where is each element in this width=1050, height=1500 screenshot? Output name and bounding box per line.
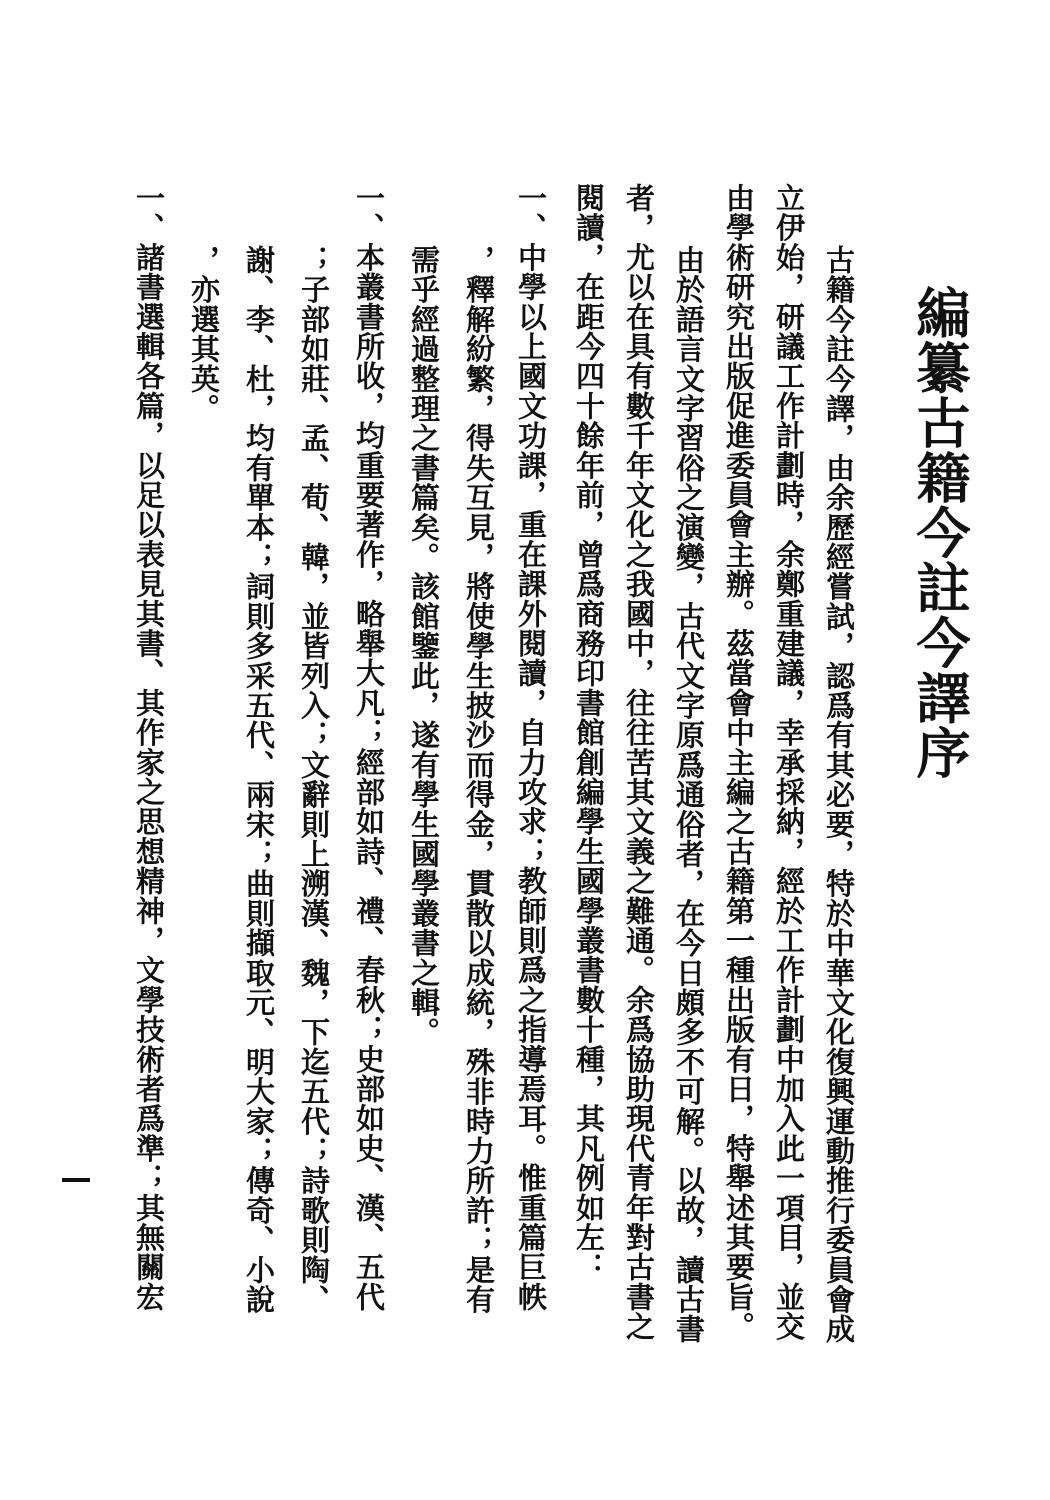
text-column: 由學術研究出版促進委員會主辦。茲當會中主編之古籍第一種出版有日，特舉述其要旨。 bbox=[722, 183, 756, 1342]
text-column: 一、諸書選輯各篇，以足以表見其書、其作家之思想精神，文學技術者爲準；其無關宏 bbox=[132, 183, 166, 1312]
text-column: 需乎經過整理之書篇矣。該館鑒此，遂有學生國學叢書之輯。 bbox=[407, 245, 441, 1047]
text-column: ，亦選其英。 bbox=[187, 245, 221, 424]
text-column: ；子部如莊、孟、荀、韓，並皆列入；文辭則上溯漢、魏，下迄五代；詩歌則陶、 bbox=[297, 245, 331, 1315]
text-column: 古籍今註今譯，由余歷經嘗試，認爲有其必要，特於中華文化復興運動推行委員會成 bbox=[822, 245, 856, 1344]
text-column: 閱讀，在距今四十餘年前，曾爲商務印書館創編學生國學叢書數十種，其凡例如左： bbox=[572, 183, 606, 1282]
text-column: 立伊始，研議工作計劃時，余鄭重建議，幸承採納，經於工作計劃中加入此一項目，並交 bbox=[772, 183, 806, 1342]
text-column: 一、中學以上國文功課，重在課外閱讀，自力攻求；教師則爲之指導焉耳。惟重篇巨帙 bbox=[514, 183, 548, 1312]
text-column: 由於語言文字習俗之演變，古代文字原爲通俗者，在今日頗多不可解。以故，讀古書 bbox=[672, 245, 706, 1344]
text-column: ，釋解紛繁，得失互見，將使學生披沙而得金，貫散以成統，殊非時力所許；是有 bbox=[462, 245, 496, 1315]
text-column: 一、本叢書所收，均重要著作，略舉大凡；經部如詩、禮、春秋；史部如史、漢、五代 bbox=[352, 183, 386, 1312]
document-title: 編纂古籍今註今譯序 bbox=[908, 285, 972, 780]
text-column: 謝、李、杜，均有單本；詞則多采五代、兩宋；曲則擷取元、明大家；傳奇、小說 bbox=[242, 245, 276, 1315]
page-number bbox=[62, 1178, 90, 1182]
text-column: 者，尤以在具有數千年文化之我國中，往往苦其文義之難通。余爲協助現代青年對古書之 bbox=[622, 183, 656, 1342]
